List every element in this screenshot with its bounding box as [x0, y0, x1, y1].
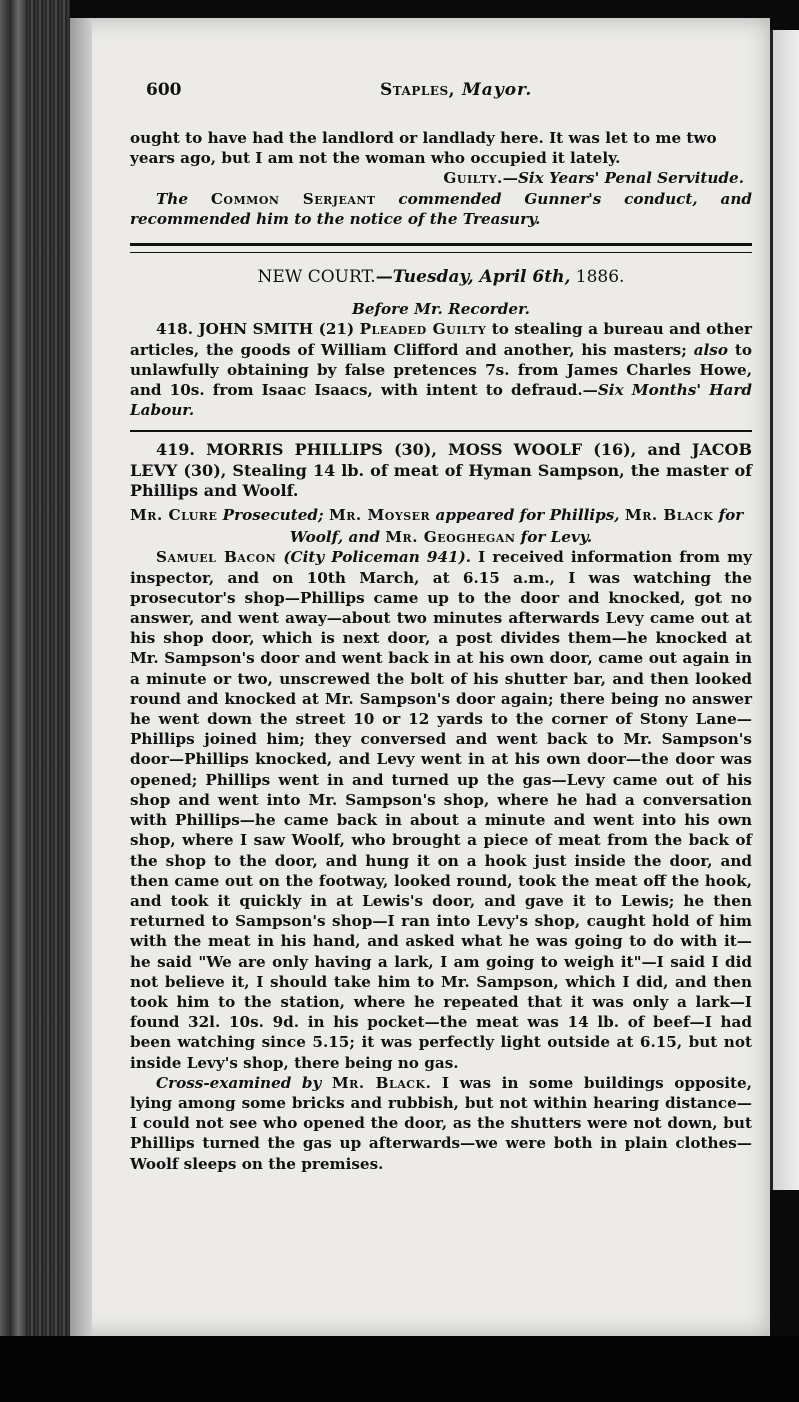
counsel-geoghegan: Mr. Geoghegan [385, 528, 516, 547]
counsel-geoghegan-role: for Levy. [520, 528, 593, 547]
before-judge: Before Mr. Recorder. [352, 300, 530, 319]
court-heading [130, 267, 752, 287]
book-spine [26, 0, 70, 1402]
scan-bottom-shadow [0, 1336, 799, 1402]
prior-case [130, 128, 752, 229]
case-419-counsel [130, 505, 752, 525]
cross-examination [130, 1073, 752, 1174]
case-419-counsel-2 [130, 527, 752, 547]
running-office: Mayor. [461, 80, 533, 100]
counsel-woolf: Woolf, and [289, 528, 380, 547]
case-418-plea: Pleaded Guilty [359, 320, 487, 339]
verdict-sentence: —Six Years' Penal Servitude. [502, 169, 744, 188]
case-418-intro: 418. JOHN SMITH (21) [156, 320, 355, 339]
case-418-also: also [693, 340, 728, 359]
page-content [130, 80, 752, 1174]
witness-testimony [130, 547, 752, 1072]
case-418-text [130, 319, 752, 420]
facing-page-edge [770, 30, 799, 1190]
case-418-sentence: —Six Months' Hard Labour. [130, 381, 752, 420]
case-419 [130, 440, 752, 1173]
case-separator-rule [130, 430, 752, 432]
verdict-label: Guilty. [443, 169, 503, 188]
prior-case-verdict [130, 168, 752, 188]
court-year: 1886. [575, 267, 625, 288]
note-officer: Common Serjeant [210, 189, 376, 208]
counsel-black: Mr. Black [624, 506, 714, 525]
cross-label: Cross-examined by [156, 1073, 322, 1092]
case-419-heading: 419. MORRIS PHILLIPS (30), MOSS WOOLF (16), and JACOB LEVY (30), Stealing 14 lb. of meat of Hyman Sampson, the master of Phillips and Woolf. [130, 440, 752, 500]
counsel-moyser-role: appeared for Phillips, [435, 506, 620, 525]
counsel-clure: Mr. Clure [130, 506, 218, 525]
page-number: 600 [146, 80, 182, 100]
prior-case-line-2: years ago, but I am not the woman who occupied it lately. [130, 149, 621, 168]
prior-case-note [130, 189, 752, 229]
witness-name: Samuel Bacon [156, 548, 277, 567]
case-418-charge-2: to unlawfully obtaining by false pretences 7s. from James Charles Howe, and 10s. from Isaac Isaacs, with intent to defraud. [130, 340, 752, 400]
case-418 [130, 319, 752, 420]
counsel-black-role: for [718, 506, 744, 525]
running-name: Staples, [380, 80, 456, 100]
running-title [380, 80, 532, 100]
court-name: NEW COURT. [257, 267, 376, 288]
case-418-charge: to stealing a bureau and other articles, the goods of William Clifford and another, his masters; [130, 320, 752, 359]
section-double-rule [130, 243, 752, 253]
running-header [130, 80, 752, 106]
cross-text: I was in some buildings opposite, lying among some bricks and rubbish, but not within hearing distance—I could not see who opened the door, as the shutters were not down, but Phillips turned the gas up afterwards—we were both in plain clothes—Woolf sleeps on the premises. [130, 1073, 752, 1173]
page-gutter [70, 18, 92, 1336]
prior-case-line-1: ought to have had the landlord or landlady here. It was let to me two [130, 129, 717, 147]
court-date: —Tuesday, April 6th, [375, 267, 571, 288]
counsel-moyser: Mr. Moyser [328, 506, 431, 525]
facing-page-border [770, 30, 773, 1190]
testimony-text: I received information from my inspector, and on 10th March, at 6.15 a.m., I was watching the prosecutor's shop—Phillips came up to the door and knocked, got no answer, and went away—about two minutes afterwards Levy came out at his shop door, which is next door, a post divides them—he knocked at Mr. Sampson's door and went back in at his own door, came out again in a minute or two, unscrewed the bolt of his shutter bar, and then looked round and knocked at Mr. Sampson's door again; there being no answer he went down the street 10 or 12 yards to the corner of Stony Lane—Phillips joined him; they conversed and went back to Mr. Sampson's door—Phillips knocked, and Levy went in at his own door—the door was opened; Phillips went in and turned up the gas—Levy came out of his shop and went into Mr. Sampson's shop, where he had a conversation with Phillips—he came back in about a minute and went into his own shop, where I saw Woolf, who brought a piece of meat from the back of the shop to the door, and hung it on a hook just inside the door, and then came out on the footway, looked round, took the meat off the hook, and took it quickly in at Lewis's door, and gave it to Lewis; he then returned to Sampson's shop—I ran into Levy's shop, caught hold of him with the meat in his hand, and asked what he was going to do with it—he said "We are only having a lark, I am going to weigh it"—I said I did not believe it, I should take him to Mr. Sampson, which I did, and then took him to the station, where he repeated that it was only a lark—I found 32l. 10s. 9d. in his pocket—the meat was 14 lb. of beef—I had been watching since 5.15; it was perfectly light outside at 6.15, but not inside Levy's shop, there being no gas. [130, 548, 752, 1072]
cross-counsel: Mr. Black. [331, 1073, 432, 1092]
note-prefix: The [156, 189, 189, 208]
counsel-clure-role: Prosecuted; [222, 506, 324, 525]
note-text: commended Gunner's conduct, and recommended him to the notice of the Treasury. [130, 189, 752, 228]
book-edge [0, 0, 26, 1402]
witness-role: (City Policeman 941). [283, 548, 472, 567]
